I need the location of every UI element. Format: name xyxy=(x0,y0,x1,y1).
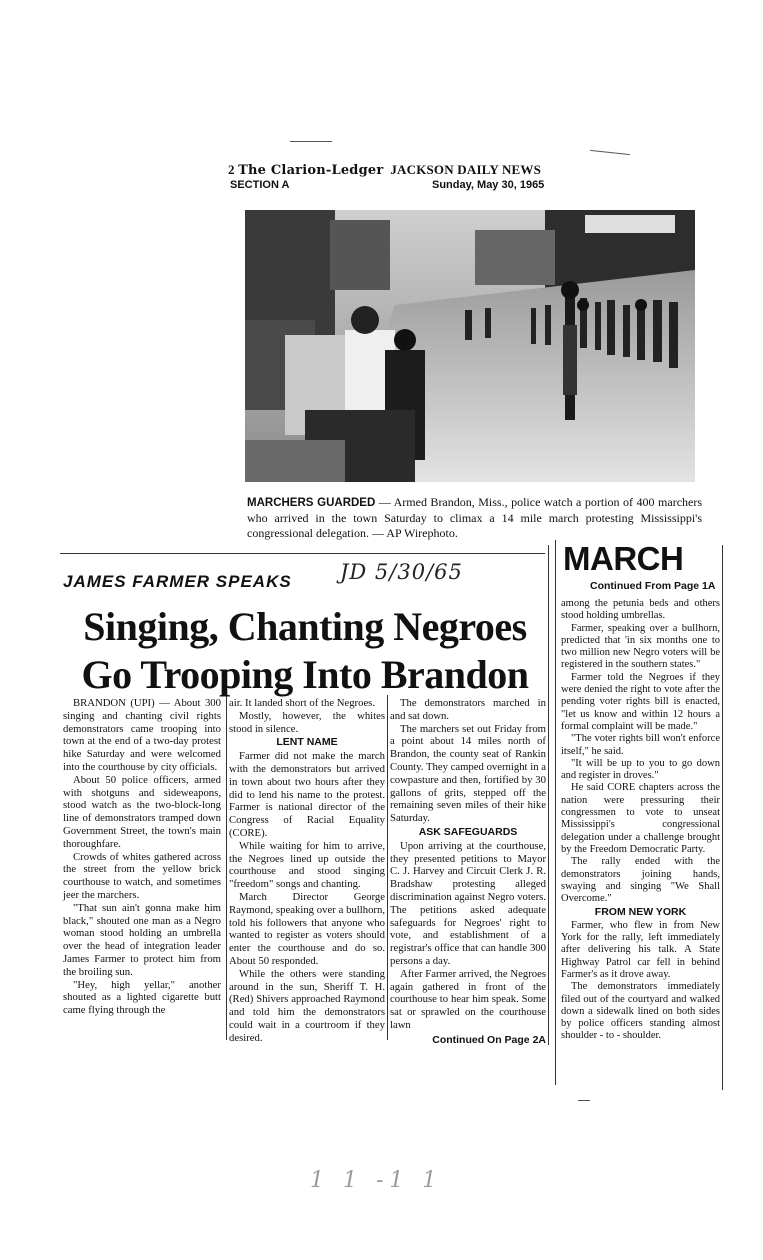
pencil-note: 1 1 -1 1 xyxy=(310,1168,443,1193)
paragraph: air. It landed short of the Negroes. xyxy=(229,697,376,709)
divider xyxy=(722,545,723,1090)
paragraph: "The voter rights bill won't enforce itself," he said. xyxy=(561,733,720,757)
section-label: SECTION A xyxy=(230,179,290,191)
continued-link: Continued On Page 2A xyxy=(432,1033,546,1046)
scan-mark xyxy=(578,1100,590,1101)
divider xyxy=(226,695,227,1040)
paragraph: "It will be up to you to go down and register in droves." xyxy=(561,757,720,782)
paragraph: After Farmer arrived, the Negroes again gathered in front of the courthouse to hear him speak. Some sat or sprawled on the courthouse lawn xyxy=(390,967,546,1031)
march-headline: MARCH xyxy=(563,540,684,577)
street-crowd-photo xyxy=(245,210,695,482)
paragraph: The demonstrators marched in and sat down. xyxy=(390,697,546,722)
paragraph: Farmer, who flew in from New York for the rally, left immediately after delivering his talk. A State Highway Patrol car fell in behind Farmer's as it drove away. xyxy=(561,919,720,980)
paragraph: March Director George Raymond, speaking over a bullhorn, told his followers that anyone who wanted to register as voters should enter the courthouse and do so. About 50 responded. xyxy=(229,890,385,967)
paragraph: He said CORE chapters across the nation were pressuring their congressmen to vote to unseat Mississippi's congressional delegation under a challenge brought by the Freedom Democratic Party. xyxy=(561,782,720,855)
paragraph: While the others were standing around in the sun, Sheriff T. H. (Red) Shivers approached Raymond and told him the demonstrators could wait in a courtroom if they desired. xyxy=(229,967,385,1044)
caption-lead: MARCHERS GUARDED xyxy=(247,497,376,509)
scan-mark xyxy=(590,150,630,155)
paragraph: "That sun ain't gonna make him black," shouted one man as a Negro woman stood holding an umbrella over the head of integration leader James Farmer to protect him from the broiling sun. xyxy=(63,901,221,978)
headline-line-1: Singing, Chanting Negroes xyxy=(83,604,527,649)
photo-caption xyxy=(247,495,702,541)
page-number: 2 xyxy=(228,162,235,177)
subhead-ask-safeguards: ASK SAFEGUARDS xyxy=(418,825,518,838)
paragraph: While waiting for him to arrive, the Negroes lined up outside the courthouse and stood singing "freedom" songs and chanting. xyxy=(229,839,385,891)
paragraph: among the petunia beds and others stood holding umbrellas. xyxy=(561,598,720,622)
paragraph: BRANDON (UPI) — About 300 singing and chanting civil rights demonstrators came trooping into town at the end of a two-day protest hike Saturday and were welcomed into the courthouse by city officials. xyxy=(63,697,221,773)
divider xyxy=(387,695,388,1040)
paper-name: The Clarion-Ledger xyxy=(238,163,384,178)
issue-date: Sunday, May 30, 1965 xyxy=(432,179,545,191)
paragraph: Mostly, however, the whites stood in silence. xyxy=(229,709,385,735)
headline-line-2: Go Trooping Into Brandon xyxy=(81,652,529,697)
paragraph: The demonstrators immediately filed out of the courtyard and walked down a sidewalk lined on both sides by police officers standing almost shoulder - to - shoulder. xyxy=(561,981,720,1042)
subhead-from-new-york: FROM NEW YORK xyxy=(594,906,687,919)
scan-mark xyxy=(290,141,332,142)
article-column-3 xyxy=(390,697,546,1047)
march-column xyxy=(561,598,720,1043)
paragraph: About 50 police officers, armed with shotguns and sideweapons, stood watch as the two-block-long line of demonstrators tramped down Government Street, the town's main thoroughfare. xyxy=(63,773,221,850)
paragraph: Farmer told the Negroes if they were denied the right to vote after the pending voter rights bill is enacted, "let us know and within 12 hours a formal complaint will be made." xyxy=(561,671,720,732)
divider xyxy=(60,553,545,554)
article-column-1 xyxy=(63,697,221,1017)
article-column-2 xyxy=(229,697,385,1045)
paragraph: "Hey, high yellar," another shouted as a lighted cigarette butt came flying through the xyxy=(63,978,221,1017)
paragraph: Crowds of whites gathered across the street from the yellow brick courthouse to watch, and sometimes jeer the marchers. xyxy=(63,850,221,901)
masthead xyxy=(228,162,728,178)
paragraph: Farmer did not make the march with the demonstrators but arrived in town about two hours after they did to lend his name to the protest. Farmer is national director of the Congress of Racial Equality (CORE). xyxy=(229,750,385,839)
headline xyxy=(60,603,550,699)
handwritten-date: JD 5/30/65 xyxy=(340,560,463,584)
kicker: JAMES FARMER SPEAKS xyxy=(63,572,292,591)
subhead-lent-name: LENT NAME xyxy=(276,736,338,749)
paragraph: Farmer, speaking over a bullhorn, predicted that 'in six months one to two million new Negro voters will be registered in the southern states." xyxy=(561,622,720,671)
divider xyxy=(555,540,556,1085)
paragraph: The marchers set out Friday from a point about 14 miles north of Brandon, the county seat of Rankin County. They camped overnight in a cowpasture and then, fortified by 30 gallons of grits, stepped off the remaining seven miles of their hike Saturday. xyxy=(390,722,546,825)
continued-from: Continued From Page 1A xyxy=(590,580,716,592)
paragraph: Upon arriving at the courthouse, they presented petitions to Mayor C. J. Harvey and Circuit Clerk J. R. Bradshaw protesting alleged discrimination against Negro voters. The petitions asked adequate safeguards for Negroes' right to vote, and establishment of a registrar's office that can handle 300 persons a day. xyxy=(390,839,546,967)
caption-text: — Armed Brandon, Miss., police watch a portion of 400 marchers who arrived in the town Saturday to climax a 14 mile march protesting Mississippi's congressional delegation. — AP Wirephoto. xyxy=(247,495,703,540)
paragraph: The rally ended with the demonstrators joining hands, swaying and singing "We Shall Overcome." xyxy=(561,856,720,905)
companion-paper: JACKSON DAILY NEWS xyxy=(390,162,542,177)
